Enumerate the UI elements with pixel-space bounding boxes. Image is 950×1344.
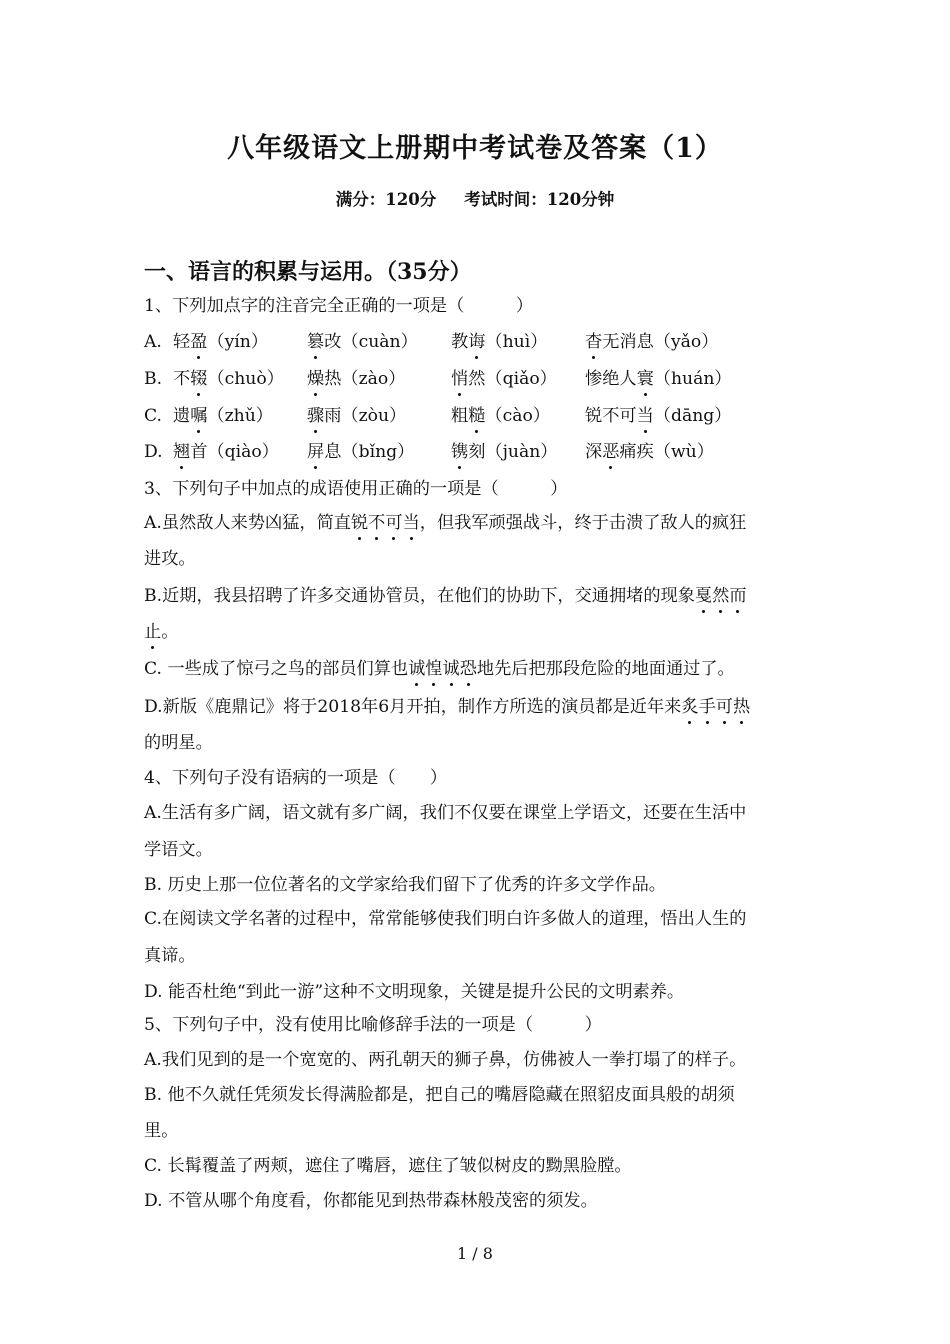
- q4-option-a: A.生活有多广阔，语文就有多广阔，我们不仅要在课堂上学语文，还要在生活中: [144, 803, 747, 823]
- q1-option-item: 悄然（qiǎo）: [451, 369, 557, 389]
- page-number: 1 / 8: [457, 1244, 493, 1263]
- q3-option-b-cont: 止。: [144, 622, 179, 642]
- q3-option-b: B.近期，我县招聘了许多交通协管员，在他们的协助下，交通拥堵的现象戛然而: [144, 586, 747, 606]
- q5-option-d: D. 不管从哪个角度看，你都能见到热带森林般茂密的须发。: [144, 1191, 598, 1211]
- q1-option-item: 镌刻（juàn）: [451, 442, 558, 462]
- q1-option-item: 屏息（bǐng）: [307, 442, 415, 462]
- q1-stem: 1、下列加点字的注音完全正确的一项是（ ）: [144, 296, 534, 316]
- exam-time: 考试时间：120分钟: [464, 190, 615, 209]
- q1-option-item: 深恶痛疾（wù）: [585, 442, 714, 462]
- q3-option-a: A.虽然敌人来势凶猛，简直锐不可当，但我军顽强战斗，终于击溃了敌人的疯狂: [144, 513, 747, 533]
- q4-option-c-cont: 真谛。: [144, 946, 196, 966]
- q1-option-item: 粗糙（cào）: [451, 406, 551, 426]
- q4-option-b: B. 历史上那一位位著名的文学家给我们留下了优秀的许多文学作品。: [144, 875, 666, 895]
- q1-option-item: 杳无消息（yǎo）: [585, 332, 719, 352]
- q1-option-item: 骤雨（zòu）: [307, 406, 407, 426]
- q5-option-b-cont: 里。: [144, 1121, 179, 1141]
- q1-option-item: 惨绝人寰（huán）: [585, 369, 732, 389]
- q1-option-letter: C.: [144, 406, 163, 426]
- q3-stem: 3、下列句子中加点的成语使用正确的一项是（ ）: [144, 479, 568, 499]
- full-marks: 满分：120分: [335, 190, 437, 209]
- q1-option-item: 篡改（cuàn）: [307, 332, 418, 352]
- q4-stem: 4、下列句子没有语病的一项是（ ）: [144, 768, 448, 788]
- q1-option-item: 轻盈（yín）: [173, 332, 269, 352]
- q3-option-c: C. 一些成了惊弓之鸟的部员们算也诚惶诚恐地先后把那段危险的地面通过了。: [144, 659, 735, 679]
- q5-option-c: C. 长髯覆盖了两颊，遮住了嘴唇，遮住了皱似树皮的黝黑脸膛。: [144, 1156, 632, 1176]
- q3-option-d: D.新版《鹿鼎记》将于2018年6月开拍，制作方所选的演员都是近年来炙手可热: [144, 697, 751, 717]
- q1-option-item: 锐不可当（dāng）: [585, 406, 732, 426]
- page-title: 八年级语文上册期中考试卷及答案（1）: [227, 133, 723, 164]
- q5-option-a: A.我们见到的是一个宽宽的、两孔朝天的狮子鼻，仿佛被人一拳打塌了的样子。: [144, 1050, 747, 1070]
- q5-option-b: B. 他不久就任凭须发长得满脸都是，把自己的嘴唇隐藏在照貂皮面具般的胡须: [144, 1085, 735, 1105]
- exam-info: [0, 186, 950, 210]
- q4-option-a-cont: 学语文。: [144, 840, 213, 860]
- q4-option-d: D. 能否杜绝“到此一游”这种不文明现象，关键是提升公民的文明素养。: [144, 982, 685, 1002]
- q1-option-item: 燥热（zào）: [307, 369, 406, 389]
- q1-option-letter: B.: [144, 369, 163, 389]
- q1-option-letter: D.: [144, 442, 163, 462]
- q3-option-d-cont: 的明星。: [144, 733, 213, 753]
- q1-option-item: 遗嘱（zhǔ）: [173, 406, 273, 426]
- q4-option-c: C.在阅读文学名著的过程中，常常能够使我们明白许多做人的道理，悟出人生的: [144, 909, 747, 929]
- q1-option-letter: A.: [144, 332, 162, 352]
- section-heading: 一、语言的积累与运用。（35分）: [144, 259, 472, 285]
- q5-stem: 5、下列句子中，没有使用比喻修辞手法的一项是（ ）: [144, 1015, 602, 1035]
- q1-option-item: 教诲（huì）: [451, 332, 548, 352]
- q3-option-a-cont: 进攻。: [144, 549, 196, 569]
- q1-option-item: 翘首（qiào）: [173, 442, 279, 462]
- q1-option-item: 不辍（chuò）: [173, 369, 284, 389]
